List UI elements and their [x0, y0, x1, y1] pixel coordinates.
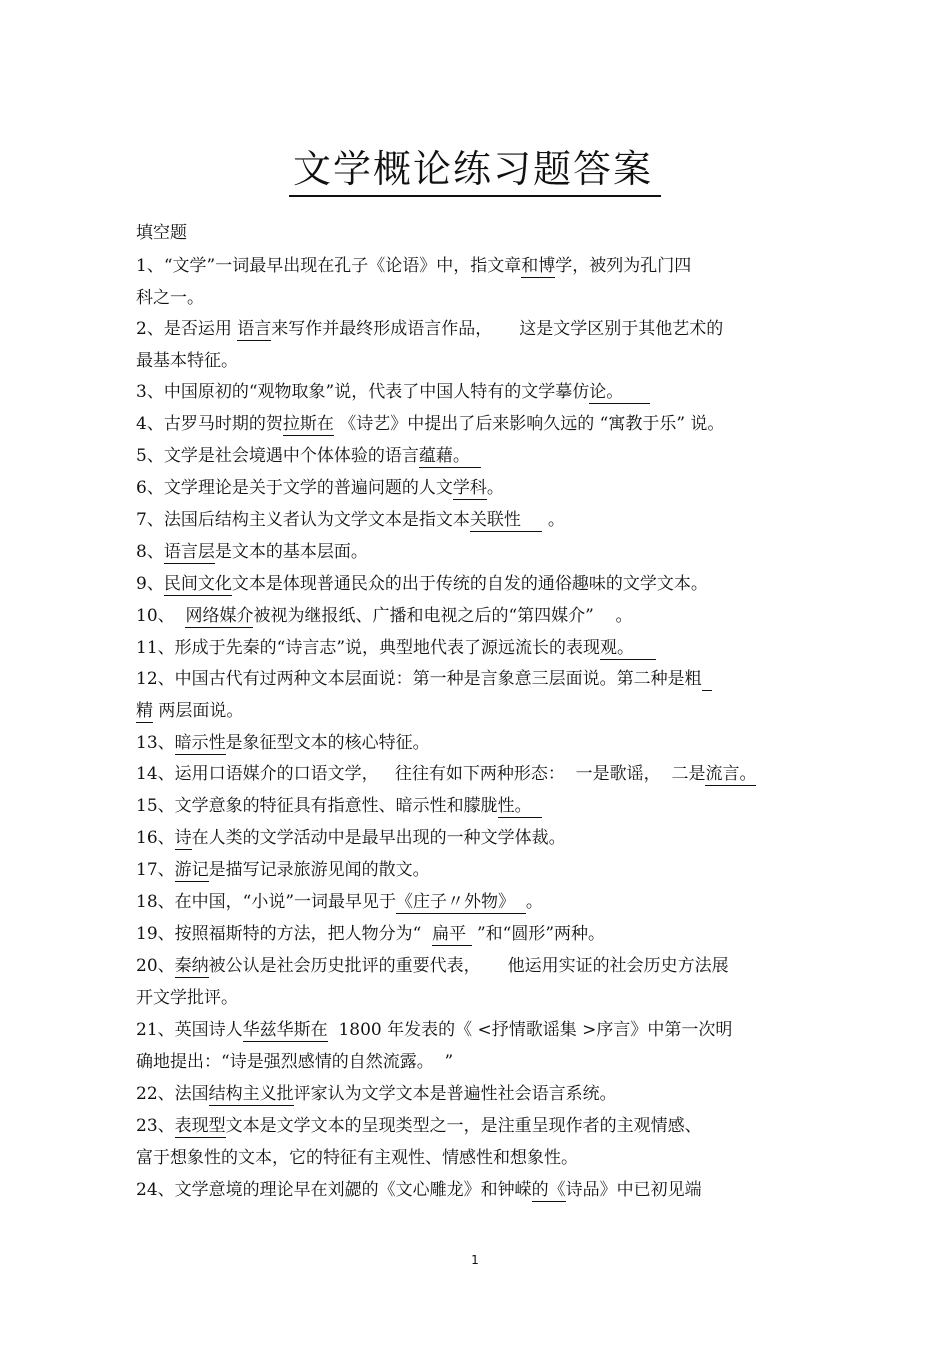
question-text: 评家认为文学文本是普遍性社会语言系统。 — [293, 1084, 617, 1104]
answer-underlined: 语言层 — [163, 542, 215, 562]
text-line — [136, 987, 238, 1009]
question-text: 是文本的基本层面。 — [214, 542, 368, 562]
text-line — [136, 637, 656, 659]
question-text: 13、 — [136, 733, 175, 753]
question-text: 。 — [542, 510, 565, 530]
text-line — [136, 1051, 453, 1073]
question-text: 11、形成于先秦的“诗言志”说，典型地代表了源远流长的表现 — [136, 638, 601, 658]
question-text: 22、法国 — [136, 1084, 209, 1104]
text-line — [136, 827, 566, 849]
question-text: 2、是否运用 — [136, 319, 238, 339]
text-line — [136, 1147, 578, 1169]
text-line — [136, 509, 565, 531]
text-line — [136, 573, 708, 595]
question-text: 5、文学是社会境遇中个体体验的语言 — [136, 446, 419, 466]
text-line — [136, 541, 368, 563]
answer-underlined: 性。 — [497, 796, 543, 816]
section-heading: 填空题 — [136, 223, 187, 243]
answer-underlined: 秦纳 — [174, 956, 209, 976]
question-text: 文本是体现普通民众的出于传统的自发的通俗趣味的文学文本。 — [231, 574, 708, 594]
question-text: 18、在中国，“小说”一词最早见于 — [136, 892, 397, 912]
answer-underlined: 民间文化 — [163, 574, 232, 594]
answer-underlined: 表现型 — [174, 1116, 226, 1136]
text-line — [136, 255, 691, 277]
text-line — [136, 763, 756, 785]
question-text: 学，被列为孔门四 — [555, 256, 692, 276]
question-text: 富于想象性的文本，它的特征有主观性、情感性和想象性。 — [136, 1148, 578, 1168]
question-text: 19、按照福斯特的方法，把人物分为“ — [136, 924, 433, 944]
question-text: 7、法国后结构主义者认为文学文本是指文本 — [136, 510, 470, 530]
answer-underlined: 论。 — [589, 382, 651, 402]
answer-underlined: 暗示性 — [174, 733, 226, 753]
answer-underlined: 观。 — [600, 638, 656, 658]
text-line — [136, 1083, 617, 1105]
question-text: 科之一。 — [136, 288, 204, 308]
question-text: 3、中国原初的“观物取象”说，代表了中国人特有的文学摹仿 — [136, 382, 590, 402]
text-line — [136, 891, 543, 913]
question-text: 4、古罗马时期的贺 — [136, 414, 283, 434]
question-text: ”和“圆形”两种。 — [471, 924, 606, 944]
question-text: 诗品》中已初见端 — [565, 1180, 702, 1200]
question-text: 21、英国诗人 — [136, 1020, 243, 1040]
question-text: 在人类的文学活动中是最早出现的一种文学体裁。 — [191, 828, 566, 848]
answer-underlined: 华兹华斯在 — [242, 1020, 328, 1040]
text-line — [136, 381, 650, 403]
question-text: 24、文学意境的理论早在刘勰的《文心雕龙》和钟嵘 — [136, 1180, 532, 1200]
question-text: 开文学批评。 — [136, 988, 238, 1008]
question-text: 是描写记录旅游见闻的散文。 — [208, 860, 430, 880]
text-line — [136, 287, 204, 309]
text-line — [136, 859, 430, 881]
question-text: 。 — [525, 892, 543, 912]
question-text: 文本是文学文本的呈现类型之一，是注重呈现作者的主观情感、 — [225, 1116, 702, 1136]
page-title — [0, 138, 950, 193]
question-text: 16、 — [136, 828, 175, 848]
answer-underlined: 网络媒介 — [185, 606, 254, 626]
text-line — [136, 318, 723, 340]
text-line — [136, 350, 238, 372]
text-line — [136, 795, 542, 817]
question-text: 1800 年发表的《 <抒情歌谣集 >序言》中第一次明 — [327, 1020, 733, 1040]
answer-underlined: 游记 — [174, 860, 209, 880]
question-text: 6、文学理论是关于文学的普遍问题的人文 — [136, 478, 453, 498]
page-number: 1 — [471, 1253, 479, 1267]
text-line — [136, 605, 632, 627]
question-text: 10、 — [136, 606, 186, 626]
question-text: 8、 — [136, 542, 164, 562]
question-text: 最基本特征。 — [136, 351, 238, 371]
text-line — [136, 923, 605, 945]
text-line — [136, 413, 724, 435]
answer-underlined: 语言 — [237, 319, 272, 339]
question-text: 确地提出：“诗是强烈感情的自然流露。 ” — [136, 1052, 454, 1072]
text-line — [136, 668, 712, 690]
question-text: 15、文学意象的特征具有指意性、暗示性和朦胧 — [136, 796, 498, 816]
question-text: 9、 — [136, 574, 164, 594]
answer-underlined: 《庄子〃外物》 — [396, 892, 526, 912]
answer-underlined: 学科 — [452, 478, 487, 498]
answer-underlined: 结构主义批 — [208, 1084, 294, 1104]
question-text: 被公认是社会历史批评的重要代表， 他运用实证的社会历史方法展 — [208, 956, 729, 976]
text-line — [136, 445, 481, 467]
question-text: 来写作并最终形成语言作品， 这是文学区别于其他艺术的 — [271, 319, 724, 339]
text-line — [136, 955, 729, 977]
text-line — [136, 1115, 702, 1137]
answer-underlined — [702, 669, 713, 691]
answer-underlined: 和博 — [521, 256, 556, 276]
text-line — [136, 732, 430, 754]
question-text: 。 — [486, 478, 504, 498]
page-title-text: 文学概论练习题答案 — [289, 147, 661, 197]
question-text: 12、中国古代有过两种文本层面说：第一种是言象意三层面说。第二种是粗 — [136, 669, 702, 689]
text-line — [136, 1019, 732, 1041]
answer-underlined: 扁平 — [432, 924, 472, 944]
question-text: 被视为继报纸、广播和电视之后的“第四媒介” 。 — [253, 606, 633, 626]
question-text: 1、“文学”一词最早出现在孔子《论语》中，指文章 — [136, 256, 522, 276]
question-text: 14、运用口语媒介的口语文学， 往往有如下两种形态： 一是歌谣， 二是 — [136, 764, 706, 784]
text-line — [136, 477, 504, 499]
answer-underlined: 流言。 — [705, 764, 757, 784]
answer-underlined: 的《 — [531, 1180, 566, 1200]
question-text: 两层面说。 — [153, 701, 244, 721]
answer-underlined: 蕴藉。 — [418, 446, 481, 466]
question-text: 23、 — [136, 1116, 175, 1136]
question-text: 20、 — [136, 956, 175, 976]
question-text: 《诗艺》中提出了后来影响久远的 “寓教于乐” 说。 — [333, 414, 725, 434]
text-line — [136, 1179, 702, 1201]
answer-underlined: 诗 — [174, 828, 192, 848]
question-text: 17、 — [136, 860, 175, 880]
text-line — [136, 700, 243, 722]
answer-underlined: 关联性 — [469, 510, 543, 530]
question-text: 是象征型文本的核心特征。 — [225, 733, 430, 753]
answer-underlined: 精 — [136, 701, 153, 721]
answer-underlined: 拉斯在 — [282, 414, 334, 434]
